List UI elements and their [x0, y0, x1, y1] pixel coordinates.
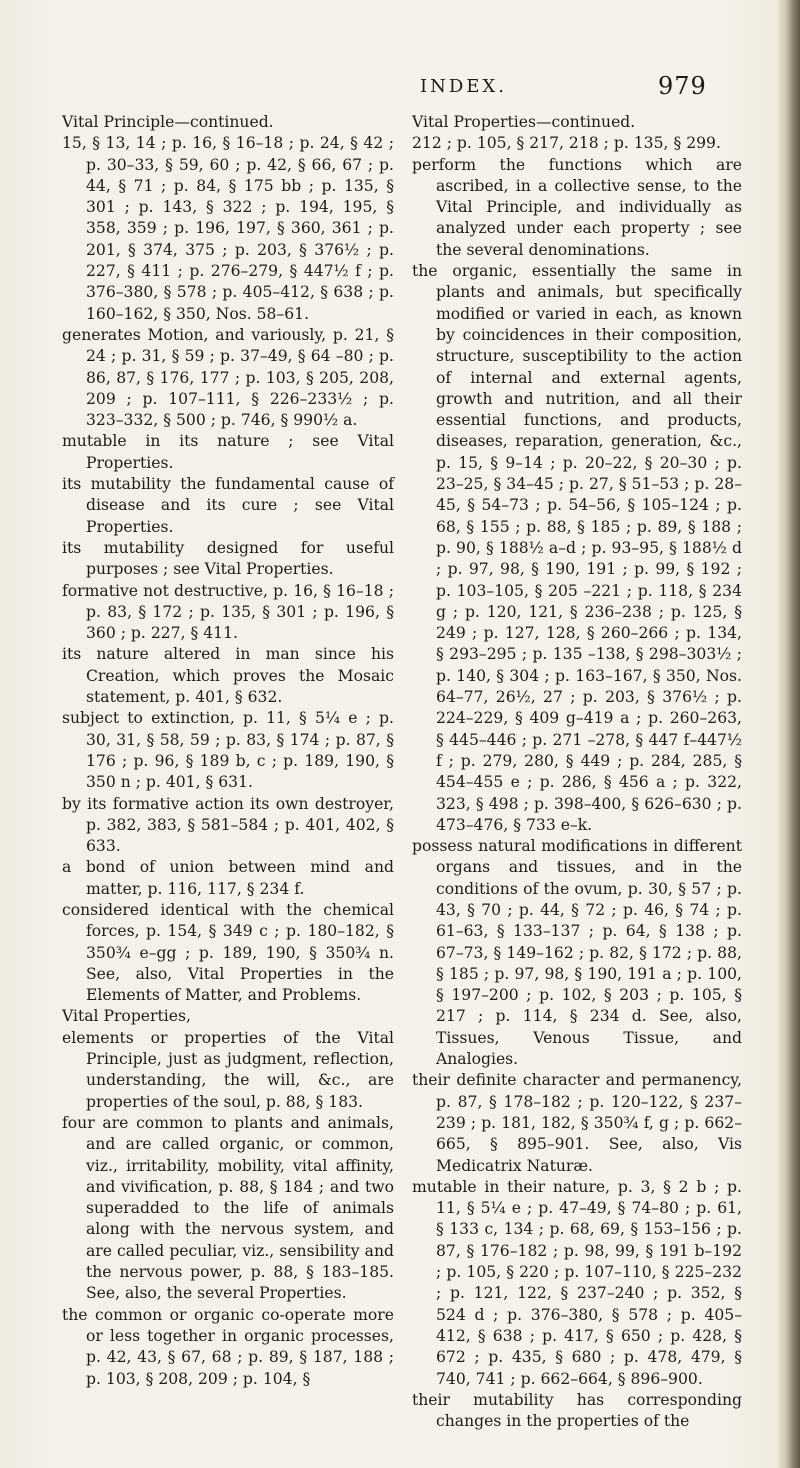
- index-entry: four are common to plants and animals, and are called organic, or common, viz., irritability, mobility, vital affinity, and vivification, p. 88, § 184 ; and two superadded to the life of animals along with the nervous system, and are called peculiar, viz., sensibility and the nervous power, p. 88, § 183–185. See, also, the several Properties.: [62, 1113, 394, 1303]
- index-entry: the organic, essentially the same in plants and animals, but specifically modified or varied in each, as known by coincidences in their composition, structure, susceptibility to the action of internal and external agents, growth and nutrition, and all their essential functions, and products, diseases, reparation, generation, &c., p. 15, § 9–14 ; p. 20–22, § 20–30 ; p. 23–25, § 34–45 ; p. 27, § 51–53 ; p. 28–45, § 54–73 ; p. 54–56, § 105–124 ; p. 68, § 155 ; p. 88, § 185 ; p. 89, § 188 ; p. 90, § 188½ a–d ; p. 93–95, § 188½ d ; p. 97, 98, § 190, 191 ; p. 99, § 192 ; p. 103–105, § 205 –221 ; p. 118, § 234 g ; p. 120, 121, § 236–238 ; p. 125, § 249 ; p. 127, 128, § 260–266 ; p. 134, § 293–295 ; p. 135 –138, § 298–303½ ; p. 140, § 304 ; p. 163–167, § 350, Nos. 64–77, 26½, 27 ; p. 203, § 376½ ; p. 224–229, § 409 g–419 a ; p. 260–263, § 445–446 ; p. 271 –278, § 447 f–447½ f ; p. 279, 280, § 449 ; p. 284, 285, § 454–455 e ; p. 286, § 456 a ; p. 322, 323, § 498 ; p. 398–400, § 626–630 ; p. 473–476, § 733 e–k.: [412, 262, 742, 834]
- index-heading: Vital Properties,: [62, 1007, 191, 1026]
- index-entry: its mutability the fundamental cause of disease and its cure ; see Vital Properties.: [62, 475, 394, 536]
- index-entry: its mutability designed for useful purposes ; see Vital Properties.: [62, 538, 394, 579]
- index-entry: mutable in their nature, p. 3, § 2 b ; p. 11, § 5¼ e ; p. 47–49, § 74–80 ; p. 61, § 133 c, 134 ; p. 68, 69, § 153–156 ; p. 87, § 176–182 ; p. 98, 99, § 191 b–192 ; p. 105, § 220 ; p. 107–110, § 225–232 ; p. 121, 122, § 237–240 ; p. 352, § 524 d ; p. 376–380, § 578 ; p. 405–412, § 638 ; p. 417, § 650 ; p. 428, § 672 ; p. 435, § 680 ; p. 478, 479, § 740, 741 ; p. 662–664, § 896–900.: [412, 1177, 742, 1388]
- index-heading: Vital Properties—continued.: [412, 113, 636, 131]
- page-binding-edge: [778, 0, 800, 1468]
- index-entry: a bond of union between mind and matter, p. 116, 117, § 234 f.: [62, 858, 394, 898]
- index-entry: their mutability has corresponding changes in the properties of the: [412, 1390, 742, 1431]
- index-entry: by its formative action its own destroyer, p. 382, 383, § 581–584 ; p. 401, 402, § 633.: [62, 794, 394, 856]
- index-entry: subject to extinction, p. 11, § 5¼ e ; p. 30, 31, § 58, 59 ; p. 83, § 174 ; p. 87, § 176 ; p. 96, § 189 b, c ; p. 189, 190, § 350 n ; p. 401, § 631.: [62, 709, 394, 792]
- index-entry: mutable in its nature ; see Vital Properties.: [62, 432, 394, 472]
- index-entry: considered identical with the chemical forces, p. 154, § 349 c ; p. 180–182, § 350¾ e–gg ; p. 189, 190, § 350¾ n. See, also, Vital Properties in the Elements of Matter, and Problems.: [62, 900, 394, 1005]
- index-entry: generates Motion, and variously, p. 21, § 24 ; p. 31, § 59 ; p. 37–49, § 64 –80 ; p. 86, 87, § 176, 177 ; p. 103, § 205, 208, 209 ; p. 107–111, § 226–233½ ; p. 323–332, § 500 ; p. 746, § 990½ a.: [62, 325, 394, 430]
- page-number: 979: [658, 72, 707, 100]
- left-column: [62, 112, 394, 1390]
- index-entry: formative not destructive, p. 16, § 16–18 ; p. 83, § 172 ; p. 135, § 301 ; p. 196, § 360 ; p. 227, § 411.: [62, 581, 394, 643]
- page-header: [60, 70, 760, 100]
- index-entry: its nature altered in man since his Creation, which proves the Mosaic statement, p. 401, § 632.: [62, 645, 394, 707]
- right-column: [412, 112, 742, 1432]
- index-entry: the common or organic co-operate more or less together in organic processes, p. 42, 43, § 67, 68 ; p. 89, § 187, 188 ; p. 103, § 208, 209 ; p. 104, §: [62, 1305, 394, 1388]
- index-entry: possess natural modifications in different organs and tissues, and in the conditions of the ovum, p. 30, § 57 ; p. 43, § 70 ; p. 44, § 72 ; p. 46, § 74 ; p. 61–63, § 133–137 ; p. 64, § 138 ; p. 67–73, § 149–162 ; p. 82, § 172 ; p. 88, § 185 ; p. 97, 98, § 190, 191 a ; p. 100, § 197–200 ; p. 102, § 203 ; p. 105, § 217 ; p. 114, § 234 d. See, also, Tissues, Venous Tissue, and Analogies.: [412, 837, 742, 1069]
- index-heading: Vital Principle—continued.: [62, 113, 274, 131]
- index-entry: 15, § 13, 14 ; p. 16, § 16–18 ; p. 24, § 42 ; p. 30–33, § 59, 60 ; p. 42, § 66, 67 ; p. 44, § 71 ; p. 84, § 175 bb ; p. 135, § 301 ; p. 143, § 322 ; p. 194, 195, § 358, 359 ; p. 196, 197, § 360, 361 ; p. 201, § 374, 375 ; p. 203, § 376½ ; p. 227, § 411 ; p. 276–279, § 447½ f ; p. 376–380, § 578 ; p. 405–412, § 638 ; p. 160–162, § 350, Nos. 58–61.: [62, 134, 394, 323]
- index-entry: 212 ; p. 105, § 217, 218 ; p. 135, § 299.: [412, 134, 721, 153]
- index-entry: their definite character and permanency, p. 87, § 178–182 ; p. 120–122, § 237–239 ; p. 181, 182, § 350¾ f, g ; p. 662–665, § 895–901. See, also, Vis Medicatrix Naturæ.: [412, 1071, 742, 1175]
- running-head: INDEX.: [420, 76, 507, 97]
- index-entry: elements or properties of the Vital Principle, just as judgment, reflection, understanding, the will, &c., are properties of the soul, p. 88, § 183.: [62, 1028, 394, 1111]
- index-entry: perform the functions which are ascribed, in a collective sense, to the Vital Principle, and individually as analyzed under each property ; see the several denominations.: [412, 155, 742, 259]
